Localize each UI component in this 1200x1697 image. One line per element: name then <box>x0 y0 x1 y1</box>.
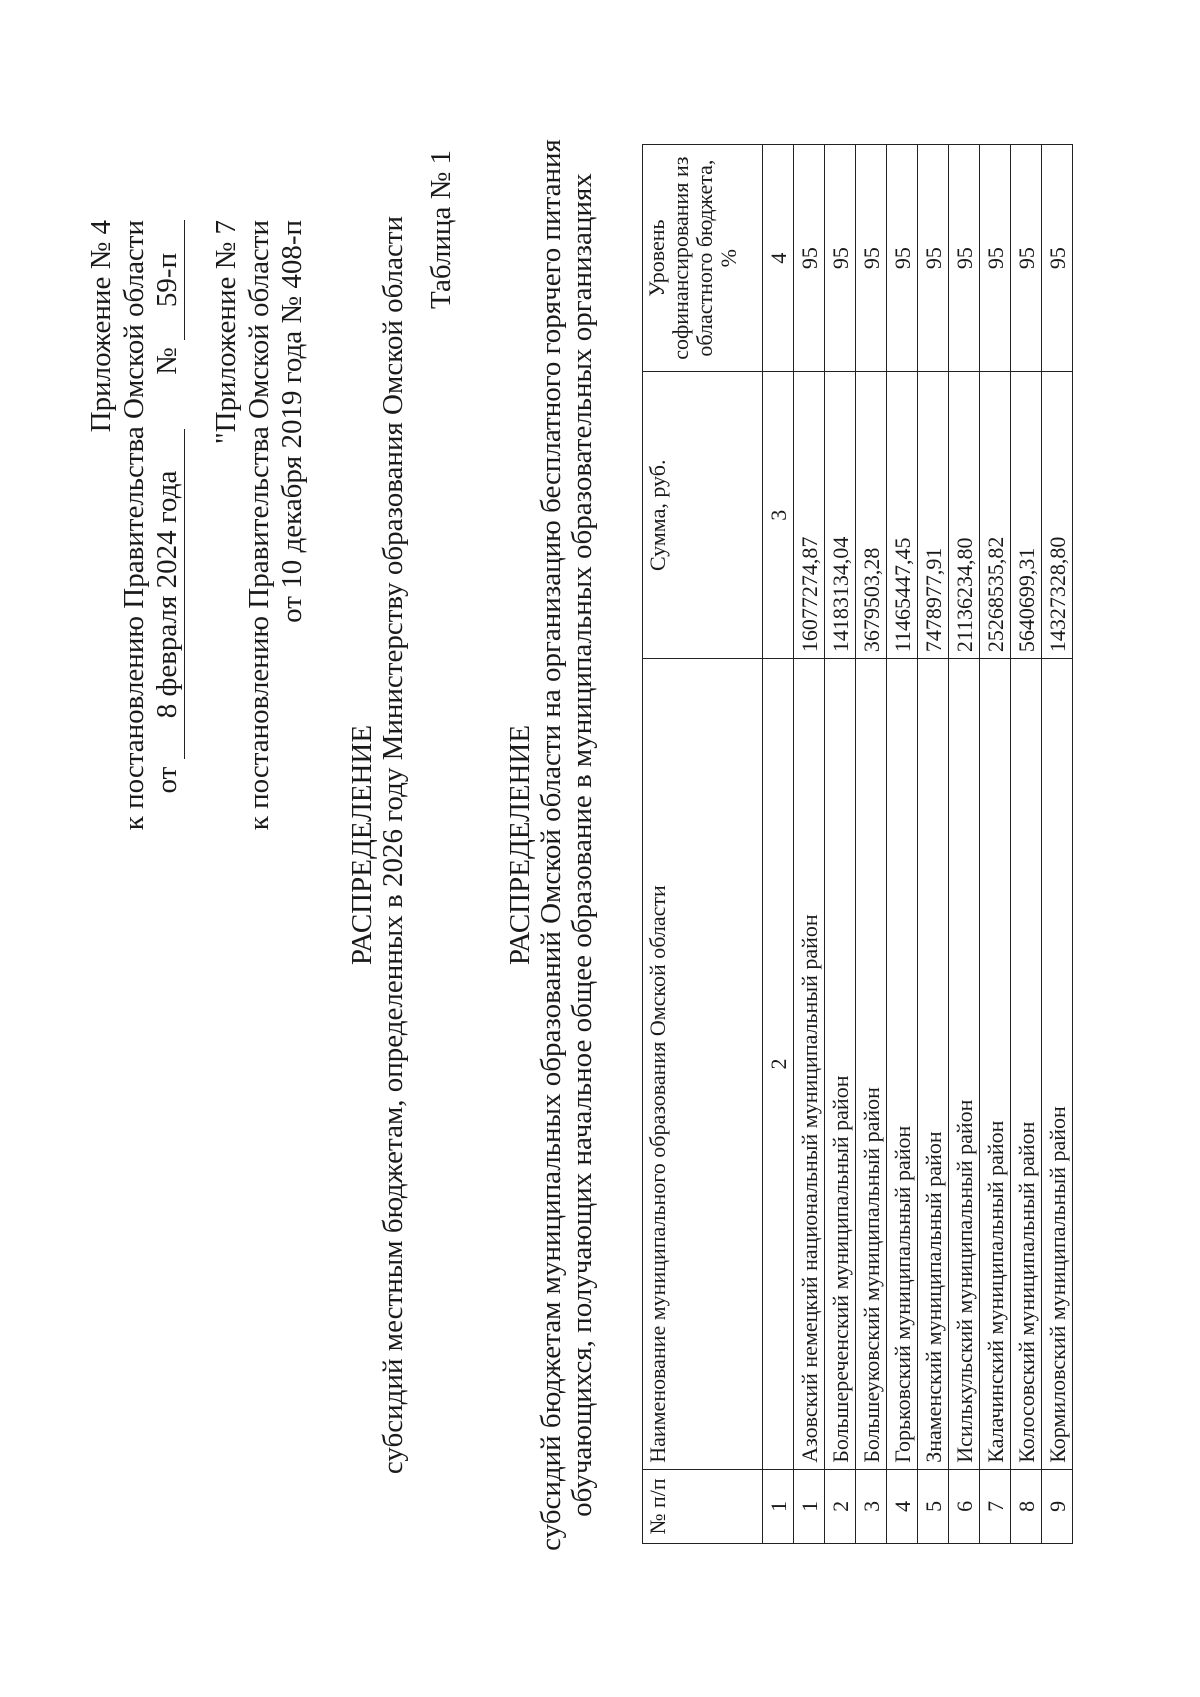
row-municipality: Азовский немецкий национальный муниципальный район <box>794 659 825 1470</box>
section1-heading <box>347 70 409 1620</box>
table-row <box>949 145 980 1544</box>
table-row <box>918 145 949 1544</box>
row-sum: 3679503,28 <box>856 372 887 659</box>
section2-heading <box>505 70 598 1620</box>
row-municipality: Исилькульский муниципальный район <box>949 659 980 1470</box>
row-municipality: Большереченский муниципальный район <box>825 659 856 1470</box>
resolution-ref: к постановлению Правительства Омской области <box>118 220 150 831</box>
section2-title: РАСПРЕДЕЛЕНИЕ <box>504 724 536 966</box>
section2-subtitle-line1: субсидий бюджетам муниципальных образований Омской области на организацию бесплатного горячего питания <box>535 139 567 1551</box>
row-number: 2 <box>825 1469 856 1543</box>
row-municipality: Большеуковский муниципальный район <box>856 659 887 1470</box>
row-sum: 14183134,04 <box>825 372 856 659</box>
original-approval-block <box>210 220 309 830</box>
header-sum: Сумма, руб. <box>643 372 763 659</box>
table-number: Таблица № 1 <box>425 150 457 309</box>
row-number: 5 <box>918 1469 949 1543</box>
table-row <box>794 145 825 1544</box>
row-number: 1 <box>794 1469 825 1543</box>
table-header-row <box>643 145 763 1544</box>
column-index-row: 1 2 3 4 <box>763 145 794 1544</box>
row-number: 4 <box>887 1469 918 1543</box>
approval-block <box>85 220 185 830</box>
row-municipality: Калачинский муниципальный район <box>980 659 1011 1470</box>
rotated-page <box>50 70 1150 1620</box>
section1-title: РАСПРЕДЕЛЕНИЕ <box>346 724 378 966</box>
row-cofinancing-level: 95 <box>887 145 918 372</box>
table-row <box>856 145 887 1544</box>
row-number: 9 <box>1042 1469 1073 1543</box>
row-number: 6 <box>949 1469 980 1543</box>
row-municipality: Кормиловский муниципальный район <box>1042 659 1073 1470</box>
section1-subtitle: субсидий местным бюджетам, определенных в 2026 году Министерству образования Омской области <box>377 215 409 1475</box>
row-sum: 21136234,80 <box>949 372 980 659</box>
section2-subtitle-line2: обучающихся, получающих начальное общее образование в муниципальных образовательных организациях <box>566 173 598 1517</box>
resolution-date-line: от 8 февраля 2024 года № 59-п <box>151 220 185 830</box>
row-cofinancing-level: 95 <box>980 145 1011 372</box>
row-sum: 16077274,87 <box>794 372 825 659</box>
distribution-table <box>642 144 1073 1544</box>
table-row <box>825 145 856 1544</box>
row-municipality: Горьковский муниципальный район <box>887 659 918 1470</box>
header-level: Уровень софинансирования из областного бюджета, % <box>643 145 763 372</box>
row-number: 8 <box>1011 1469 1042 1543</box>
row-cofinancing-level: 95 <box>856 145 887 372</box>
row-sum: 11465447,45 <box>887 372 918 659</box>
row-sum: 14327328,80 <box>1042 372 1073 659</box>
table-row <box>1011 145 1042 1544</box>
table-row <box>980 145 1011 1544</box>
row-municipality: Колосовский муниципальный район <box>1011 659 1042 1470</box>
row-cofinancing-level: 95 <box>1042 145 1073 372</box>
row-cofinancing-level: 95 <box>918 145 949 372</box>
row-sum: 5640699,31 <box>1011 372 1042 659</box>
header-name: Наименование муниципального образования Омской области <box>643 659 763 1470</box>
original-resolution-ref: к постановлению Правительства Омской области <box>243 220 275 831</box>
resolution-date: 8 февраля 2024 года <box>151 429 185 759</box>
row-number: 7 <box>980 1469 1011 1543</box>
row-cofinancing-level: 95 <box>1011 145 1042 372</box>
row-cofinancing-level: 95 <box>949 145 980 372</box>
original-appendix-number: "Приложение № 7 <box>210 220 242 445</box>
row-sum: 7478977,91 <box>918 372 949 659</box>
header-num: № п/п <box>643 1469 763 1543</box>
row-cofinancing-level: 95 <box>794 145 825 372</box>
resolution-number: 59-п <box>151 220 185 340</box>
row-municipality: Знаменский муниципальный район <box>918 659 949 1470</box>
table-row <box>1042 145 1073 1544</box>
row-sum: 25268535,82 <box>980 372 1011 659</box>
row-number: 3 <box>856 1469 887 1543</box>
appendix-number: Приложение № 4 <box>85 220 117 433</box>
original-resolution-date: от 10 декабря 2019 года № 408-п <box>276 220 308 623</box>
table-row <box>887 145 918 1544</box>
row-cofinancing-level: 95 <box>825 145 856 372</box>
